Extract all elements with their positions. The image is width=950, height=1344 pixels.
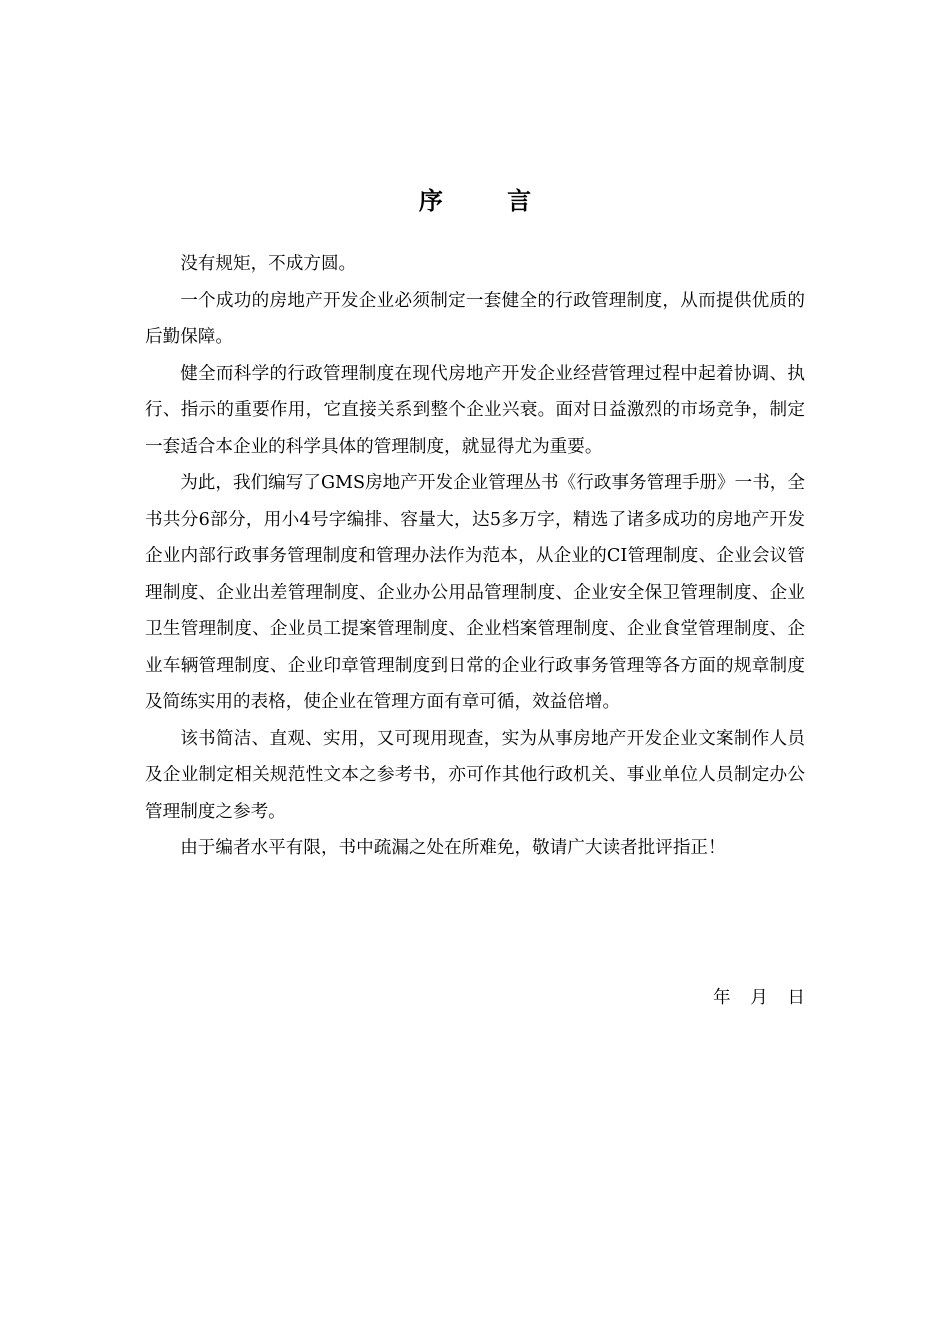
paragraph-4: 为此，我们编写了GMS房地产开发企业管理丛书《行政事务管理手册》一书，全书共分6部分，用小4号字编排、容量大，达5多万字，精选了诸多成功的房地产开发企业内部行政事务管理制度和管理办法作为范本，从企业的CI管理制度、企业会议管理制度、企业出差管理制度、企业办公用品管理制度、企业安全保卫管理制度、企业卫生管理制度、企业员工提案管理制度、企业档案管理制度、企业食堂管理制度、企业车辆管理制度、企业印章管理制度到日常的企业行政事务管理等各方面的规章制度及简练实用的表格，使企业在管理方面有章可循，效益倍增。 bbox=[145, 473, 805, 712]
paragraph-1: 没有规矩，不成方圆。 bbox=[180, 254, 357, 274]
preface-body bbox=[145, 246, 805, 867]
paragraph-6: 由于编者水平有限，书中疏漏之处在所难免，敬请广大读者批评指正！ bbox=[180, 838, 726, 858]
date-line: 年 月 日 bbox=[713, 988, 805, 1008]
paragraph-2: 一个成功的房地产开发企业必须制定一套健全的行政管理制度，从而提供优质的后勤保障。 bbox=[145, 290, 805, 347]
paragraph-3: 健全而科学的行政管理制度在现代房地产开发企业经营管理过程中起着协调、执行、指示的重要作用，它直接关系到整个企业兴衰。面对日益激烈的市场竞争，制定一套适合本企业的科学具体的管理制度，就显得尤为重要。 bbox=[145, 363, 805, 457]
paragraph-5: 该书简洁、直观、实用，又可现用现查，实为从事房地产开发企业文案制作人员及企业制定相关规范性文本之参考书，亦可作其他行政机关、事业单位人员制定办公管理制度之参考。 bbox=[145, 728, 805, 822]
page-title: 序 言 bbox=[418, 186, 560, 215]
